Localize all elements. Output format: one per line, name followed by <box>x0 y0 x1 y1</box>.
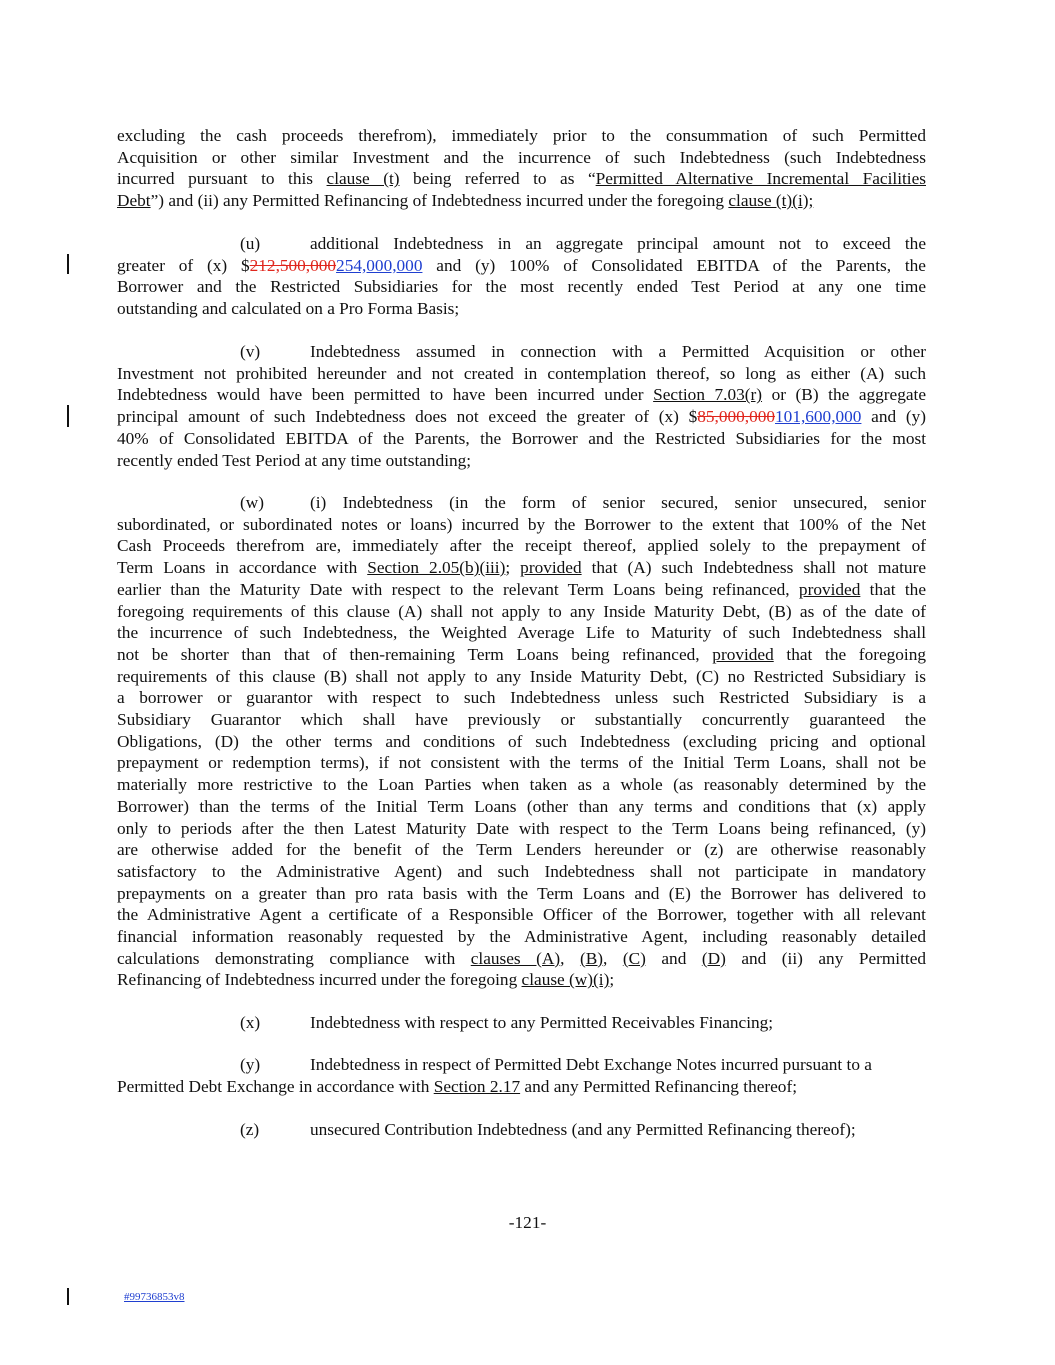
paragraph-z: (z) unsecured Contribution Indebtedness (and any Permitted Refinancing thereof); <box>240 1120 856 1139</box>
clause-reference: clause (t)(i); <box>728 191 814 211</box>
paragraph-x: (x) Indebtedness with respect to any Permitted Receivables Financing; <box>240 1013 774 1032</box>
paragraph-y: (y) Indebtedness in respect of Permitted Debt Exchange Notes incurred pursuant to a Permitted Debt Exchange in accordance with Section 2.17 and any Permitted Refinancing thereof; <box>117 1055 872 1096</box>
defined-term: Permitted Alternative Incremental Facilities <box>595 169 926 189</box>
change-bar <box>67 1288 69 1305</box>
deleted-amount: 212,500,000 <box>249 255 337 275</box>
clause-letter: (z) <box>240 1120 260 1139</box>
clause-letter: (y) <box>240 1055 261 1074</box>
paragraph-v: (v) Indebtedness assumed in connection with a Permitted Acquisition or other Investment not prohibited hereunder and not created in contemplation thereof, so long as either (A) such Indebtedness would have been permitted to have been incurred under Section 7.03(r) or (B) the aggregate principal amount of such Indebtedness does not exceed the greater of (x) $85,000,000101,600,000 and (y) 40% of Consolidated EBITDA of the Parents, the Borrower and the Restricted Subsidiaries for the most recently ended Test Period at any time outstanding; <box>117 342 926 470</box>
clause-reference: (C) <box>622 948 646 968</box>
clause-reference: clause (w)(i) <box>521 970 610 990</box>
clause-letter: (x) <box>240 1013 261 1032</box>
paragraph-w: (w) (i) Indebtedness (in the form of senior secured, senior unsecured, senior subordinated, or subordinated notes or loans) incurred by the Borrower to the extent that 100% of the Net Cash Proceeds therefrom are, immediately after the receipt thereof, applied solely to the prepayment of Term Loans in accordance with Section 2.05(b)(iii); provided that (A) such Indebtedness shall not mature earlier than the Maturity Date with respect to the relevant Term Loans being refinanced, provided that the foregoing requirements of this clause (A) shall not apply to any Inside Maturity Debt, (B) as of the date of the incurrence of such Indebtedness, the Weighted Average Life to Maturity of such Indebtedness shall not be shorter than that of then-remaining Term Loans being refinanced, provided that the foregoing requirements of this clause (B) shall not apply to any Inside Maturity Debt, (C) no Restricted Subsidiary is a borrower or guarantor with respect to such Indebtedness unless such Restricted Subsidiary is a Subsidiary Guarantor which shall have previously or substantially concurrently guaranteed the Obligations, (D) the other terms and conditions of such Indebtedness (excluding pricing and optional prepayment or redemption terms), if not consistent with the terms of the Initial Term Loans, shall not be materially more restrictive to the Loan Parties when taken as a whole (as reasonably determined by the Borrower) than the terms of the Initial Term Loans (other than any terms and conditions that (x) apply only to periods after the then Latest Maturity Date with respect to the Term Loans being refinanced, (y) are otherwise added for the benefit of the Term Lenders hereunder or (z) are otherwise reasonably satisfactory to the Administrative Agent) and such Indebtedness shall not participate in mandatory prepayments on a greater than pro rata basis with the Term Loans and (E) the Borrower has delivered to the Administrative Agent a certificate of a Responsible Officer of the Borrower, together with all relevant financial information reasonably requested by the Administrative Agent, including reasonably detailed calculations demonstrating compliance with clauses (A), (B), (C) and (D) and (ii) any Permitted Refinancing of Indebtedness incurred under the foregoing clause (w)(i); <box>117 493 927 990</box>
proviso-term: provided <box>798 579 861 599</box>
section-reference: Section 7.03(r) <box>653 385 763 405</box>
clause-reference: clause (t) <box>326 169 400 189</box>
clause-letter: (u) <box>240 234 261 253</box>
clause-reference: clauses (A) <box>470 948 561 968</box>
proviso-term: provided <box>520 558 582 578</box>
page-number: -121- <box>508 1213 547 1232</box>
paragraph-u: (u) additional Indebtedness in an aggregate principal amount not to exceed the greater of (x) $212,500,000254,000,000 and (y) 100% of Consolidated EBITDA of the Parents, the Borrower and the Restricted Subsidiaries for the most recently ended Test Period at any one time outstanding and calculated on a Pro Forma Basis; <box>117 234 926 319</box>
deleted-amount: 85,000,000 <box>697 407 776 427</box>
change-bar <box>67 405 69 427</box>
inserted-amount: 254,000,000 <box>336 255 423 275</box>
clause-letter: (w) <box>240 493 264 512</box>
clause-reference: (D) <box>701 948 726 968</box>
inserted-amount: 101,600,000 <box>775 407 862 427</box>
proviso-term: provided <box>712 644 774 664</box>
section-reference: Section 2.05(b)(iii) <box>367 558 506 578</box>
change-bar <box>67 254 69 274</box>
document-id-link[interactable]: #99736853v8 <box>124 1291 185 1303</box>
clause-letter: (v) <box>240 342 261 361</box>
defined-term: Debt <box>117 191 151 211</box>
section-reference: Section 2.17 <box>433 1076 521 1096</box>
paragraph-t-continuation: excluding the cash proceeds therefrom), immediately prior to the consummation of such Permitted Acquisition or other similar Investment and the incurrence of such Indebtedness (such Indebtedness incurred pursuant to this clause (t) being referred to as “Permitted Alternative Incremental Facilities Debt”) and (ii) any Permitted Refinancing of Indebtedness incurred under the foregoing clause (t)(i); <box>117 126 926 211</box>
clause-reference: (B) <box>579 948 604 968</box>
